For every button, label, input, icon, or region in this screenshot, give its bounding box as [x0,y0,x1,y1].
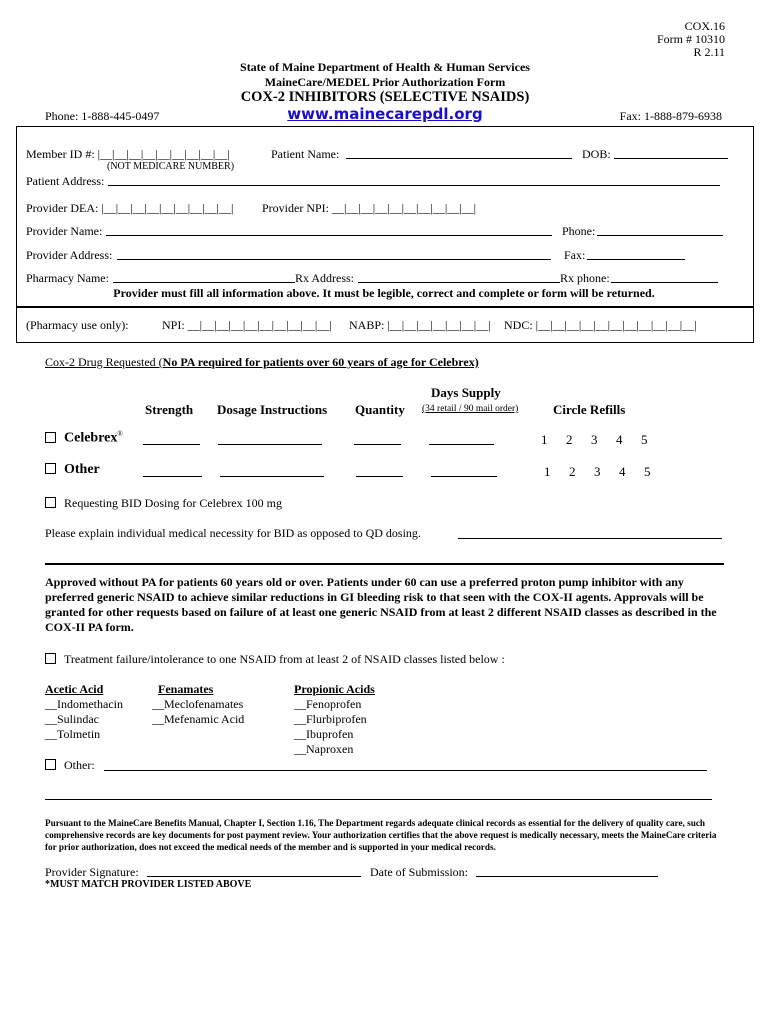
pharmacy-npi-field[interactable] [162,318,332,333]
must-match-note: *MUST MATCH PROVIDER LISTED ABOVE [45,879,252,890]
other-nsaid-row[interactable] [45,758,95,773]
nsaid-option[interactable]: __Naproxen [294,742,354,756]
refill-option[interactable]: 4 [616,432,623,447]
col-dosage: Dosage Instructions [217,402,328,417]
provider-address-input[interactable] [117,259,551,260]
dob-label: DOB: [582,147,611,161]
nsaid-option[interactable]: __Sulindac [45,712,99,726]
celebrex-quantity-input[interactable] [354,444,401,445]
contact-fax: Fax: 1-888-879-6938 [619,109,722,123]
treatment-failure-checkbox[interactable] [45,653,56,664]
member-id-note: (NOT MEDICARE NUMBER) [107,161,235,172]
patient-address-input[interactable] [108,185,720,186]
col-days-supply: Days Supply [431,385,501,400]
provider-npi-slots[interactable]: __|__|__|__|__|__|__|__|__|__| [332,201,477,215]
refill-option[interactable]: 2 [569,464,576,479]
bid-dosing-row[interactable] [45,496,282,511]
pharmacy-use-label: (Pharmacy use only): [26,318,129,332]
drug-row-other[interactable] [45,462,100,478]
celebrex-days-input[interactable] [429,444,494,445]
class-title: Propionic Acids [294,682,375,696]
provider-dea-field[interactable] [26,201,233,216]
bid-checkbox[interactable] [45,497,56,508]
other-drug-checkbox[interactable] [45,463,56,474]
other-dosage-input[interactable] [220,476,324,477]
col-strength: Strength [145,402,194,417]
pharmacy-nabp-field[interactable] [349,318,491,333]
nsaid-option[interactable]: __Ibuprofen [294,727,354,741]
provider-name-input[interactable] [106,235,552,236]
bid-explain-label: Please explain individual medical necessity for BID as opposed to QD dosing. [45,526,421,540]
other-days-input[interactable] [431,476,497,477]
nsaid-option[interactable]: __Meclofenamates [152,697,244,711]
pharmacy-ndc-label: NDC: [504,318,533,332]
dob-input[interactable] [614,158,728,159]
nsaid-option[interactable]: __Fenoprofen [294,697,362,711]
treatment-failure-label: Treatment failure/intolerance to one NSAID from at least 2 of NSAID classes listed below : [64,652,505,666]
form-number: Form # 10310 [656,32,725,46]
pharmacy-npi-slots[interactable]: __|__|__|__|__|__|__|__|__|__| [187,318,332,332]
refill-option[interactable]: 2 [566,432,573,447]
rx-address-input[interactable] [358,282,560,283]
nsaid-class-fenamates [152,682,244,727]
col-refills: Circle Refills [553,402,626,417]
drug-heading-prefix: Cox-2 Drug Requested ( [45,355,163,369]
pharmacy-ndc-field[interactable] [504,318,697,333]
class-title: Acetic Acid [45,682,104,696]
legal-text: Pursuant to the MaineCare Benefits Manual, Chapter I, Section 1.16, The Department regards adequate clinical records as essential for the delivery of quality care, such comprehensive records are key documents for post payment review. Your authorization certifies that the above request is medically necessary, meets the MaineCare criteria for prior authorization, does not exceed the medical needs of the member and is supported in your medical records. [45,818,717,852]
nsaid-option[interactable]: __Mefenamic Acid [152,712,245,726]
refill-option[interactable]: 3 [591,432,598,447]
criteria-statement: Approved without PA for patients 60 years old or over. Patients under 60 can use a preferred proton pump inhibitor with any preferred generic NSAID to achieve similar reductions in GI bleeding risk to that seen with the COX-II agents. Approvals will be granted for other requests based on failure of at least one generic NSAID from at least 2 different NSAID classes as described in the COX-II PA form. [45,575,717,634]
nsaid-option[interactable]: __Indomethacin [45,697,123,711]
celebrex-dosage-input[interactable] [218,444,322,445]
rx-phone-label: Rx phone: [560,271,610,285]
bid-label: Requesting BID Dosing for Celebrex 100 mg [64,496,282,510]
refill-option[interactable]: 5 [644,464,651,479]
class-title: Fenamates [158,682,214,696]
nsaid-option[interactable]: __Tolmetin [45,727,101,741]
provider-phone-input[interactable] [597,235,723,236]
provider-fax-input[interactable] [587,259,685,260]
provider-notice: Provider must fill all information above. It must be legible, correct and complete or form will be returned. [113,286,655,300]
refill-option[interactable]: 3 [594,464,601,479]
other-nsaid-label: Other: [64,758,95,772]
rx-phone-input[interactable] [611,282,718,283]
agency-name: State of Maine Department of Health & Human Services [240,60,530,74]
section-divider [45,563,724,565]
drug-row-celebrex[interactable] [45,430,123,447]
pharmacy-ndc-slots[interactable]: |__|__|__|__|__|__|__|__|__|__|__| [535,318,697,332]
website-link[interactable]: www.mainecarepdl.org [287,105,483,123]
drug-section-heading [45,355,479,370]
bid-explain-input[interactable] [458,538,722,539]
provider-npi-label: Provider NPI: [262,201,329,215]
other-drug-label: Other [64,462,100,477]
refill-option[interactable]: 1 [544,464,551,479]
other-nsaid-checkbox[interactable] [45,759,56,770]
page-title: COX-2 INHIBITORS (SELECTIVE NSAIDS) [240,89,530,105]
member-id-field[interactable] [26,147,230,162]
refill-option[interactable]: 5 [641,432,648,447]
form-id-block [657,20,725,59]
other-nsaid-input-line2[interactable] [45,799,712,800]
other-quantity-input[interactable] [356,476,403,477]
pharmacy-name-label: Pharmacy Name: [26,271,109,285]
patient-name-label: Patient Name: [271,147,340,161]
provider-address-label: Provider Address: [26,248,113,262]
nsaid-option[interactable]: __Flurbiprofen [294,712,367,726]
celebrex-refills[interactable] [541,432,666,448]
other-strength-input[interactable] [143,476,202,477]
provider-name-label: Provider Name: [26,224,103,238]
other-refills[interactable] [544,464,669,480]
contact-phone: Phone: 1-888-445-0497 [45,109,160,123]
col-quantity: Quantity [355,402,405,417]
refill-option[interactable]: 1 [541,432,548,447]
form-code: COX.16 [684,19,725,33]
provider-npi-field[interactable] [262,201,476,216]
celebrex-strength-input[interactable] [143,444,200,445]
patient-name-input[interactable] [346,158,572,159]
provider-phone-label: Phone: [562,224,596,238]
provider-dea-label: Provider DEA: [26,201,99,215]
form-revision: R 2.11 [693,45,725,59]
pharmacy-npi-label: NPI: [162,318,185,332]
col-days-note: (34 retail / 90 mail order) [422,404,519,414]
member-id-slots[interactable]: |__|__|__|__|__|__|__|__|__| [97,147,230,161]
provider-dea-slots[interactable]: |__|__|__|__|__|__|__|__|__| [101,201,234,215]
signature-input[interactable] [147,876,361,877]
registered-mark: ® [117,430,123,438]
signature-label: Provider Signature: [45,865,139,879]
form-name: MaineCare/MEDEL Prior Authorization Form [264,75,506,89]
member-id-label: Member ID #: [26,147,95,161]
refill-option[interactable]: 4 [619,464,626,479]
submission-date-input[interactable] [476,876,658,877]
patient-address-label: Patient Address: [26,174,105,188]
celebrex-label: Celebrex [64,430,118,446]
nsaid-class-propionic [294,682,375,757]
pharmacy-nabp-label: NABP: [349,318,385,332]
pharmacy-name-input[interactable] [113,282,295,283]
treatment-failure-row[interactable] [45,652,505,667]
drug-heading-bold: No PA required for patients over 60 years of age for Celebrex) [162,355,479,369]
other-nsaid-input[interactable] [104,770,707,771]
provider-fax-label: Fax: [564,248,586,262]
submission-date-label: Date of Submission: [370,865,468,879]
nsaid-class-acetic [45,682,123,742]
rx-address-label: Rx Address: [295,271,355,285]
pharmacy-nabp-slots[interactable]: |__|__|__|__|__|__|__| [387,318,491,332]
celebrex-checkbox[interactable] [45,432,56,443]
